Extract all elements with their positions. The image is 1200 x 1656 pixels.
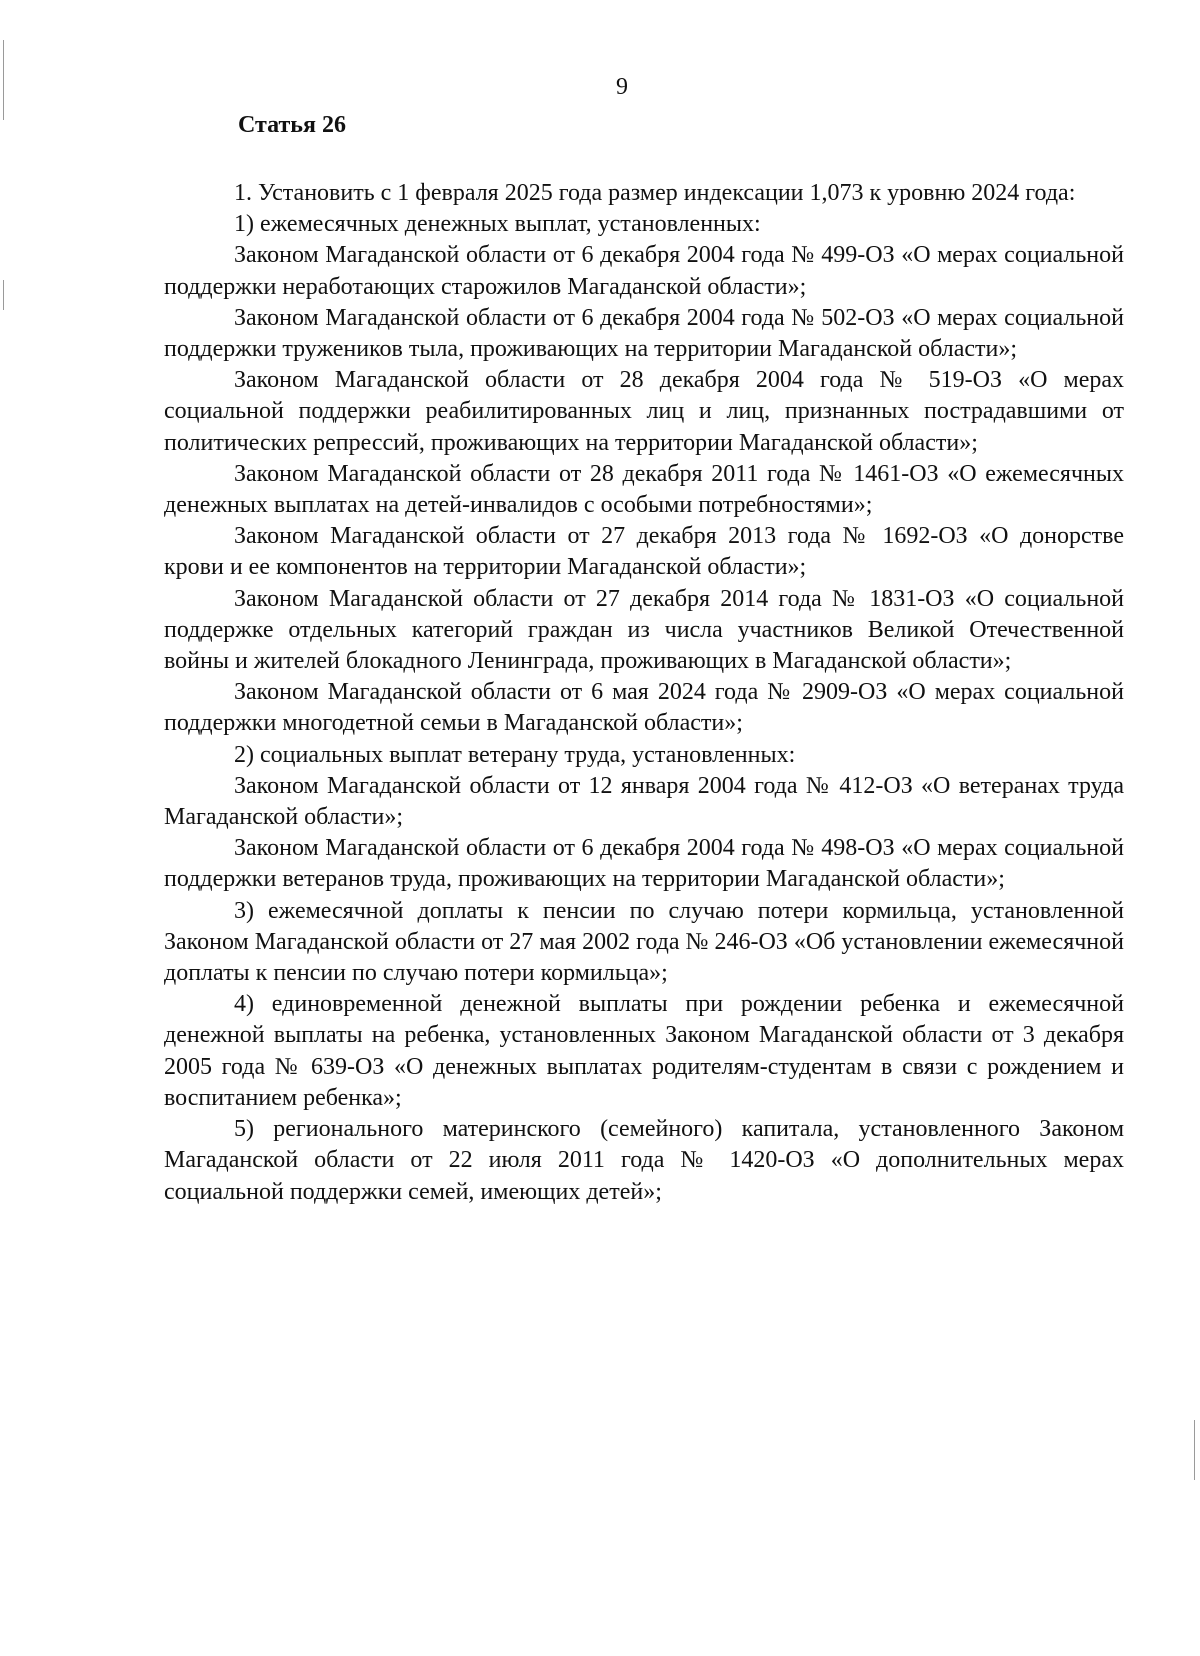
article-body xyxy=(164,178,1124,1208)
paragraph-indexation: 1. Установить с 1 февраля 2025 года размер индексации 1,073 к уровню 2024 года: xyxy=(234,180,1076,206)
paragraph-law-1692: Законом Магаданской области от 27 декабря 2013 года № 1692-ОЗ «О донорстве крови и ее компонентов на территории Магаданской области»; xyxy=(164,523,1124,581)
paragraph-item-1: 1) ежемесячных денежных выплат, установленных: xyxy=(234,211,761,238)
page-number: 9 xyxy=(616,74,628,100)
right-scan-edge xyxy=(1194,1420,1195,1480)
paragraph-law-502: Законом Магаданской области от 6 декабря 2004 года № 502-ОЗ «О мерах социальной поддержки тружеников тыла, проживающих на территории Магаданской области»; xyxy=(164,304,1124,363)
paragraph-item-5: 5) регионального материнского (семейного) капитала, установленного Законом Магаданской области от 22 июля 2011 года № 1420-ОЗ «О дополнительных мерах социальной поддержки семей, имеющих детей»; xyxy=(164,1116,1124,1205)
paragraph-law-499: Законом Магаданской области от 6 декабря 2004 года № 499-ОЗ «О мерах социальной поддержки неработающих старожилов Магаданской области»; xyxy=(164,242,1124,300)
paragraph-law-519: Законом Магаданской области от 28 декабря 2004 года № 519-ОЗ «О мерах социальной поддержки реабилитированных лиц и лиц, признанных пострадавшими от политических репрессий, проживающих на территории Магаданской области»; xyxy=(164,367,1124,456)
paragraph-law-412: Законом Магаданской области от 12 января 2004 года № 412-ОЗ «О ветеранах труда Магаданской области»; xyxy=(164,772,1124,831)
paragraph-law-2909: Законом Магаданской области от 6 мая 2024 года № 2909-ОЗ «О мерах социальной поддержки многодетной семьи в Магаданской области»; xyxy=(164,679,1124,737)
paragraph-item-3: 3) ежемесячной доплаты к пенсии по случаю потери кормильца, установленной Законом Магаданской области от 27 мая 2002 года № 246-ОЗ «Об установлении ежемесячной доплаты к пенсии по случаю потери кормильца»; xyxy=(164,897,1124,987)
paragraph-law-1461: Законом Магаданской области от 28 декабря 2011 года № 1461-ОЗ «О ежемесячных денежных выплатах на детей-инвалидов с особыми потребностями»; xyxy=(164,460,1124,519)
article-title: Статья 26 xyxy=(238,112,346,138)
paragraph-item-2: 2) социальных выплат ветерану труда, установленных: xyxy=(234,741,796,768)
paragraph-law-498: Законом Магаданской области от 6 декабря 2004 года № 498-ОЗ «О мерах социальной поддержки ветеранов труда, проживающих на территории Магаданской области»; xyxy=(164,835,1124,893)
left-scan-edge xyxy=(3,280,4,310)
paragraph-law-1831: Законом Магаданской области от 27 декабря 2014 года № 1831-ОЗ «О социальной поддержке отдельных категорий граждан из числа участников Великой Отечественной войны и жителей блокадного Ленинграда, проживающих в Магаданской области»; xyxy=(164,585,1124,675)
paragraph-item-4: 4) единовременной денежной выплаты при рождении ребенка и ежемесячной денежной выплаты на ребенка, установленных Законом Магаданской области от 3 декабря 2005 года № 639-ОЗ «О денежных выплатах родителям-студентам в связи с рождением и воспитанием ребенка»; xyxy=(164,991,1124,1111)
